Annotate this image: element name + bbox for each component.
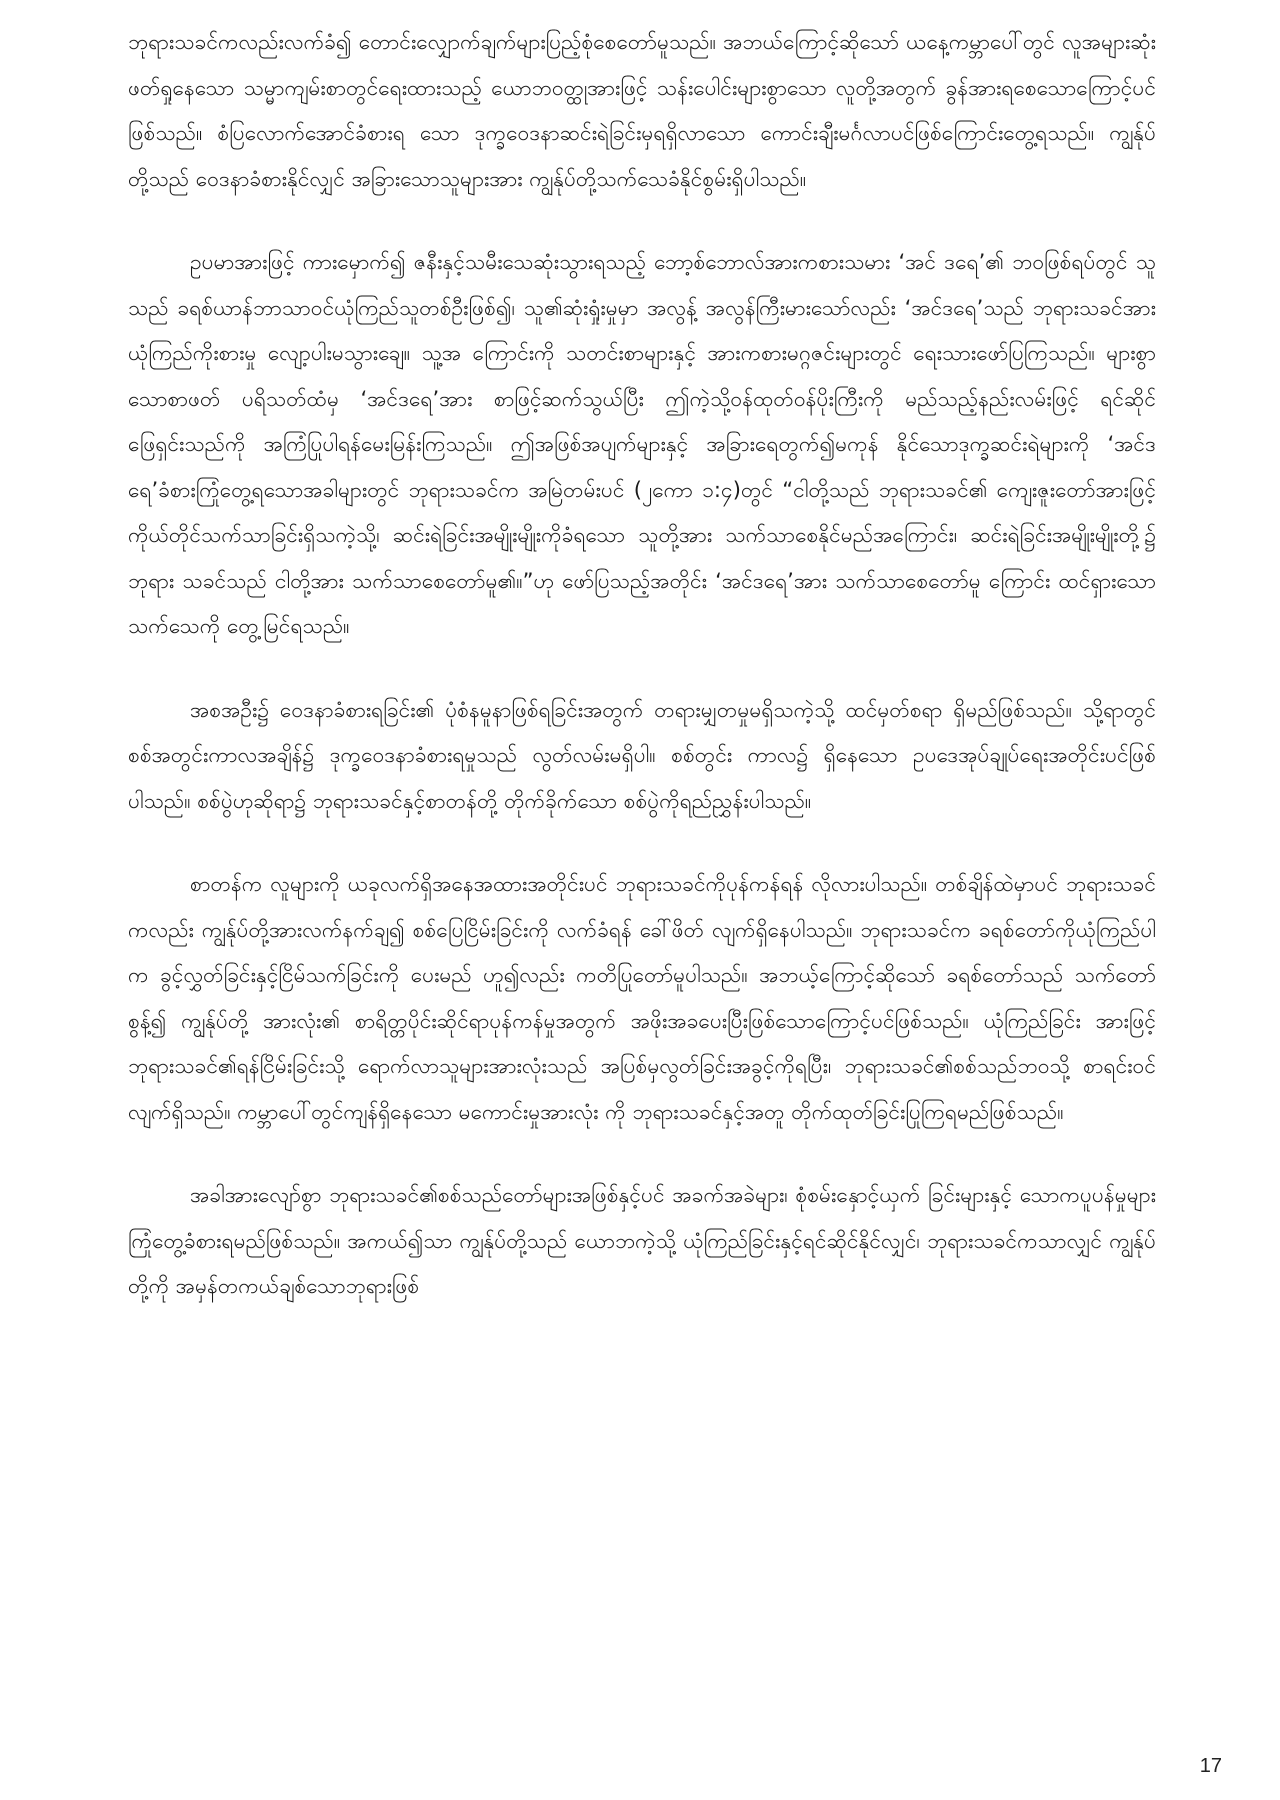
paragraph-2: ဥပမာအားဖြင့် ကားမှောက်၍ ဇနီးနှင့်သမီးသေဆုံးသွားရသည့် ဘော့စ်ဘောလ်အားကစားသမား ‘အင် ဒရေ’၏ ဘဝဖြစ်ရပ်တွင် သူသည် ခရစ်ယာန်ဘာသာဝင်ယုံကြည်သူတစ်ဦးဖြစ်၍၊ သူ၏ဆုံးရှုံးမှုမှာ အလွန့် အလွန်ကြီးမားသော်လည်း ‘အင်ဒရေ’သည် ဘုရားသခင်အား ယုံကြည်ကိုးစားမှု လျော့ပါးမသွားချေ။ သူ့အ ကြောင်းကို သတင်းစာများနှင့် အားကစားမဂ္ဂဇင်းများတွင် ရေးသားဖော်ပြကြသည်။ များစွာသောစာဖတ် ပရိသတ်ထံမှ ‘အင်ဒရေ’အား စာဖြင့်ဆက်သွယ်ပြီး ဤကဲ့သို့ဝန်ထုတ်ဝန်ပိုးကြီးကို မည်သည့်နည်းလမ်းဖြင့် ရင်ဆိုင်ဖြေရှင်းသည်ကို အကြံပြုပါရန်မေးမြန်းကြသည်။ ဤအဖြစ်အပျက်များနှင့် အခြားရေတွက်၍မကုန် နိုင်သောဒုက္ခဆင်းရဲများကို ‘အင်ဒရေ’ခံစားကြုံတွေ့ရသောအခါများတွင် ဘုရားသခင်က အမြဲတမ်းပင် (၂ကော ၁:၄)တွင် “ငါတို့သည် ဘုရားသခင်၏ ကျေးဇူးတော်အားဖြင့် ကိုယ်တိုင်သက်သာခြင်းရှိသကဲ့သို့၊ ဆင်းရဲခြင်းအမျိုးမျိုးကိုခံရသော သူတို့အား သက်သာစေနိုင်မည်အကြောင်း၊ ဆင်းရဲခြင်းအမျိုးမျိုးတို့၌ ဘုရား သခင်သည် ငါတို့အား သက်သာစေတော်မူ၏။”ဟု ဖော်ပြသည့်အတိုင်း ‘အင်ဒရေ’အား သက်သာစေတော်မူ ကြောင်း ထင်ရှားသောသက်သေကို တွေ့မြင်ရသည်။ (128, 250, 1156, 638)
paragraph-3: အစအဦး၌ ဝေဒနာခံစားရခြင်း၏ ပုံစံနမူနာဖြစ်ရခြင်းအတွက် တရားမျှတမှုမရှိသကဲ့သို့ ထင်မှတ်စရာ ရှိမည်ဖြစ်သည်။ သို့ရာတွင် စစ်အတွင်းကာလအချိန်၌ ဒုက္ခဝေဒနာခံစားရမှုသည် လွတ်လမ်းမရှိပါ။ စစ်တွင်း ကာလ၌ ရှိနေသော ဥပဒေအုပ်ချုပ်ရေးအတိုင်းပင်ဖြစ်ပါသည်။ စစ်ပွဲဟုဆိုရာ၌ ဘုရားသခင်နှင့်စာတန်တို့ တိုက်ခိုက်သော စစ်ပွဲကိုရည်ညွှန်းပါသည်။ (128, 697, 1156, 813)
paragraph-4: စာတန်က လူများကို ယခုလက်ရှိအနေအထားအတိုင်းပင် ဘုရားသခင်ကိုပုန်ကန်ရန် လိုလားပါသည်။ တစ်ချိန်ထဲမှာပင် ဘုရားသခင်ကလည်း ကျွန်ုပ်တို့အားလက်နက်ချ၍ စစ်ပြေငြိမ်းခြင်းကို လက်ခံရန် ခေါ်ဖိတ် လျက်ရှိနေပါသည်။ ဘုရားသခင်က ခရစ်တော်ကိုယုံကြည်ပါက ခွင့်လွှတ်ခြင်းနှင့်ငြိမ်သက်ခြင်းကို ပေးမည် ဟူ၍လည်း ကတိပြုတော်မူပါသည်။ အဘယ့်ကြောင့်ဆိုသော် ခရစ်တော်သည် သက်တော်စွန့်၍ ကျွန်ုပ်တို့ အားလုံး၏ စာရိတ္တပိုင်းဆိုင်ရာပုန်ကန်မှုအတွက် အဖိုးအခပေးပြီးဖြစ်သောကြောင့်ပင်ဖြစ်သည်။ ယုံကြည်ခြင်း အားဖြင့် ဘုရားသခင်၏ရန်ငြိမ်းခြင်းသို့ ရောက်လာသူများအားလုံးသည် အပြစ်မှလွတ်ခြင်းအခွင့်ကိုရပြီး၊ ဘုရားသခင်၏စစ်သည်ဘဝသို့ စာရင်းဝင်လျက်ရှိသည်။ ကမ္ဘာပေါ်တွင်ကျန်ရှိနေသော မကောင်းမှုအားလုံး ကို ဘုရားသခင်နှင့်အတူ တိုက်ထုတ်ခြင်းပြုကြရမည်ဖြစ်သည်။ (128, 872, 1156, 1124)
body-text (128, 20, 1156, 1348)
paragraph-5: အခါအားလျော်စွာ ဘုရားသခင်၏စစ်သည်တော်များအဖြစ်နှင့်ပင် အခက်အခဲများ၊ စုံစမ်းနှောင့်ယှက် ခြင်းများနှင့် သောကပူပန်မှုများကြုံတွေ့ခံစားရမည်ဖြစ်သည်။ အကယ်၍သာ ကျွန်ုပ်တို့သည် ယောဘကဲ့သို့ ယုံကြည်ခြင်းနှင့်ရင်ဆိုင်နိုင်လျှင်၊ ဘုရားသခင်ကသာလျှင် ကျွန်ုပ်တို့ကို အမှန်တကယ်ချစ်သောဘုရားဖြစ် (128, 1183, 1156, 1298)
paragraph-1: ဘုရားသခင်ကလည်းလက်ခံ၍ တောင်းလျှောက်ချက်များပြည့်စုံစေတော်မူသည်။ အဘယ်ကြောင့်ဆိုသော် ယနေ့ကမ္ဘာပေါ်တွင် လူအများဆုံးဖတ်ရှုနေသော သမ္မာကျမ်းစာတွင်ရေးထားသည့် ယောဘဝတ္ထုအားဖြင့် သန်းပေါင်းများစွာသော လူတို့အတွက် ခွန်အားရစေသောကြောင့်ပင်ဖြစ်သည်။ စံပြလောက်အောင်ခံစားရ သော ဒုက္ခဝေဒနာဆင်းရဲခြင်းမှရရှိလာသော ကောင်းချီးမင်္ဂလာပင်ဖြစ်ကြောင်းတွေ့ရသည်။ ကျွန်ုပ်တို့သည် ဝေဒနာခံစားနိုင်လျှင် အခြားသောသူများအား ကျွန်ုပ်တို့သက်သေခံနိုင်စွမ်းရှိပါသည်။ (128, 30, 1156, 191)
page-number: 17 (1199, 1755, 1222, 1777)
